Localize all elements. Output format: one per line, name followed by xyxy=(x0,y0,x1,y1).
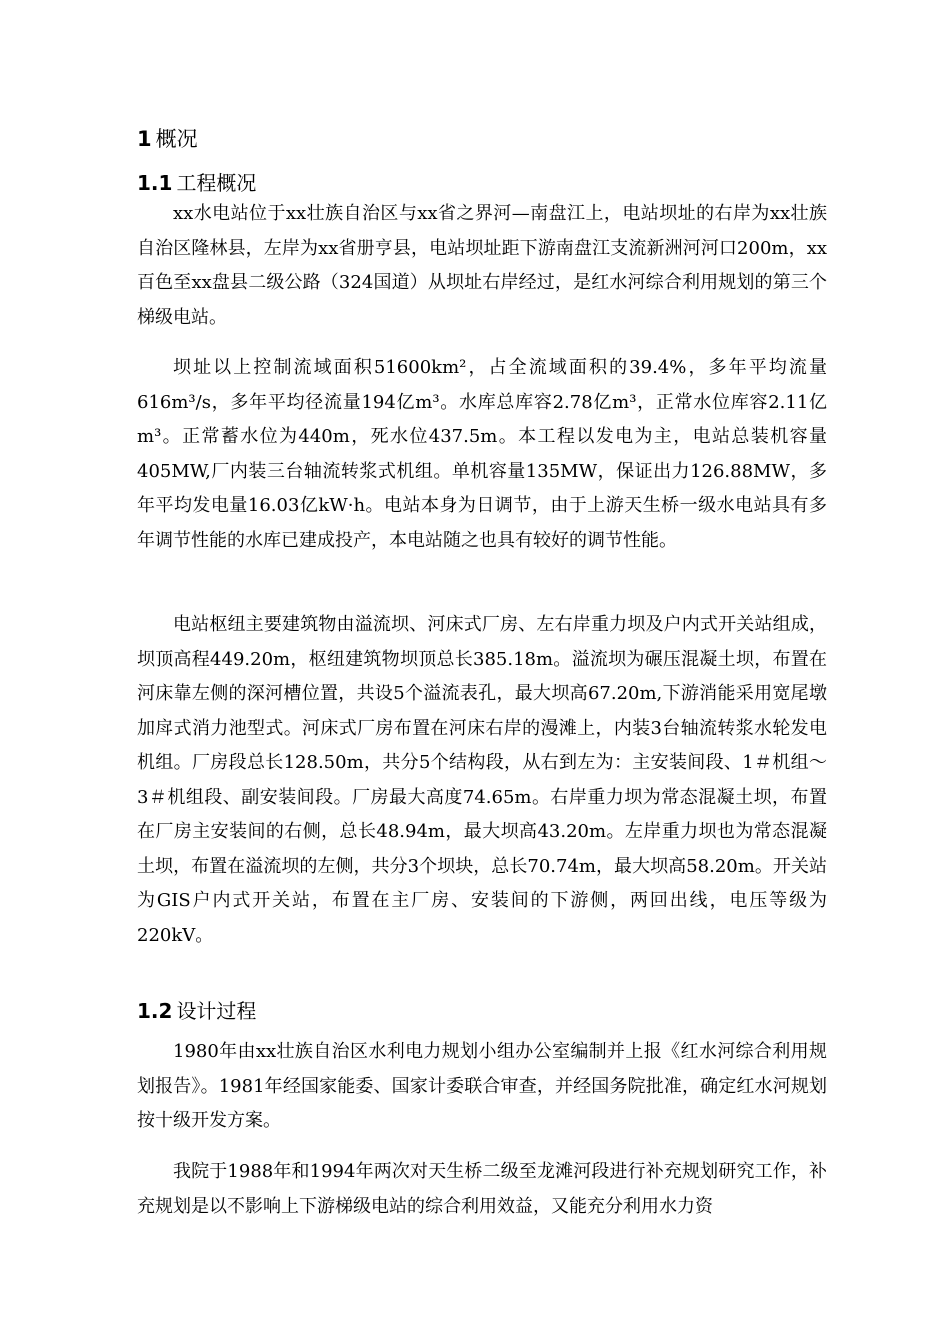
paragraph: 我院于1988年和1994年两次对天生桥二级至龙滩河段进行补充规划研究工作，补充规划是以不影响上下游梯级电站的综合利用效益，又能充分利用水力资 xyxy=(137,1161,827,1217)
paragraph: 1980年由xx壮族自治区水利电力规划小组办公室编制并上报《红水河综合利用规划报告》。1981年经国家能委、国家计委联合审查，并经国务院批准，确定红水河规划按十级开发方案。 xyxy=(137,1041,827,1131)
section-heading-1-1 xyxy=(137,168,256,198)
paragraph: 电站枢纽主要建筑物由溢流坝、河床式厂房、左右岸重力坝及户内式开关站组成，坝顶高程449.20m，枢纽建筑物坝顶总长385.18m。溢流坝为碾压混凝土坝，布置在河床靠左侧的深河槽位置，共设5个溢流表孔，最大坝高67.20m,下游消能采用宽尾墩加戽式消力池型式。河床式厂房布置在河床右岸的漫滩上，内装3台轴流转浆水轮发电机组。厂房段总长128.50m，共分5个结构段，从右到左为：主安装间段、1＃机组～3＃机组段、副安装间段。厂房最大高度74.65m。右岸重力坝为常态混凝土坝，布置在厂房主安装间的右侧，总长48.94m，最大坝高43.20m。左岸重力坝也为常态混凝土坝，布置在溢流坝的左侧，共分3个坝块，总长70.74m，最大坝高58.20m。开关站为GIS户内式开关站，布置在主厂房、安装间的下游侧，两回出线，电压等级为220kV。 xyxy=(137,614,827,946)
section-title: 概况 xyxy=(155,127,198,151)
section-heading-1 xyxy=(137,124,198,154)
section-number: 1 xyxy=(137,127,152,151)
section-number: 1.1 xyxy=(137,171,173,195)
paragraph: 坝址以上控制流域面积51600km²，占全流域面积的39.4%，多年平均流量616m³/s，多年平均径流量194亿m³。水库总库容2.78亿m³，正常水位库容2.11亿m³。正常蓄水位为440m，死水位437.5m。本工程以发电为主，电站总装机容量405MW,厂内装三台轴流转浆式机组。单机容量135MW，保证出力126.88MW，多年平均发电量16.03亿kW·h。电站本身为日调节，由于上游天生桥一级水电站具有多年调节性能的水库已建成投产，本电站随之也具有较好的调节性能。 xyxy=(137,357,827,551)
section-number: 1.2 xyxy=(137,999,173,1023)
section-title: 工程概况 xyxy=(176,171,257,195)
section-heading-1-2 xyxy=(137,996,256,1026)
section-title: 设计过程 xyxy=(176,999,257,1023)
paragraph: xx水电站位于xx壮族自治区与xx省之界河—南盘江上，电站坝址的右岸为xx壮族自治区隆林县，左岸为xx省册亨县，电站坝址距下游南盘江支流新洲河河口200m，xx百色至xx盘县二级公路（324国道）从坝址右岸经过，是红水河综合利用规划的第三个梯级电站。 xyxy=(137,203,827,328)
